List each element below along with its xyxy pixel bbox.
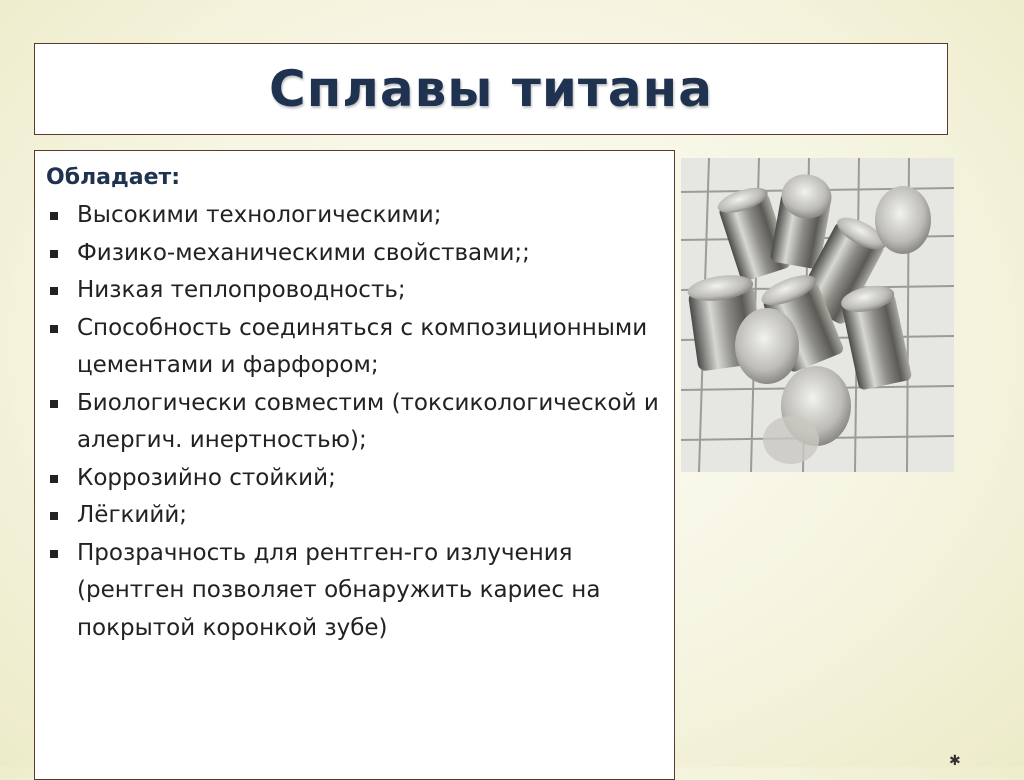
list-item: Коррозийно стойкий; — [46, 460, 664, 498]
titanium-pieces-photo — [681, 158, 954, 472]
bullet-icon — [50, 475, 58, 483]
bullet-icon — [50, 550, 58, 558]
bullet-icon — [50, 212, 58, 220]
bullet-icon — [50, 325, 58, 333]
content-box — [34, 150, 675, 780]
list-item: Физико-механическими свойствами;; — [46, 235, 664, 273]
title-box — [34, 43, 948, 135]
list-item: Биологически совместим (токсикологической и алергич. инертностью); — [46, 385, 664, 460]
list-item: Высокими технологическими; — [46, 197, 664, 235]
list-item: Низкая теплопроводность; — [46, 272, 664, 310]
slide-corner-mark: ✱ — [949, 753, 961, 769]
bullet-icon — [50, 400, 58, 408]
list-item: Способность соединяться с композиционными цементами и фарфором; — [46, 310, 664, 385]
bullet-icon — [50, 250, 58, 258]
list-heading: Обладает: — [46, 165, 181, 190]
list-item: Прозрачность для рентген-го излучения (рентген позволяет обнаружить кариес на покрытой коронкой зубе) — [46, 535, 664, 648]
slide-title: Сплавы титана — [269, 60, 713, 118]
bullet-icon — [50, 512, 58, 520]
property-list — [46, 197, 664, 647]
bullet-icon — [50, 287, 58, 295]
list-item: Лёгкийй; — [46, 497, 664, 535]
